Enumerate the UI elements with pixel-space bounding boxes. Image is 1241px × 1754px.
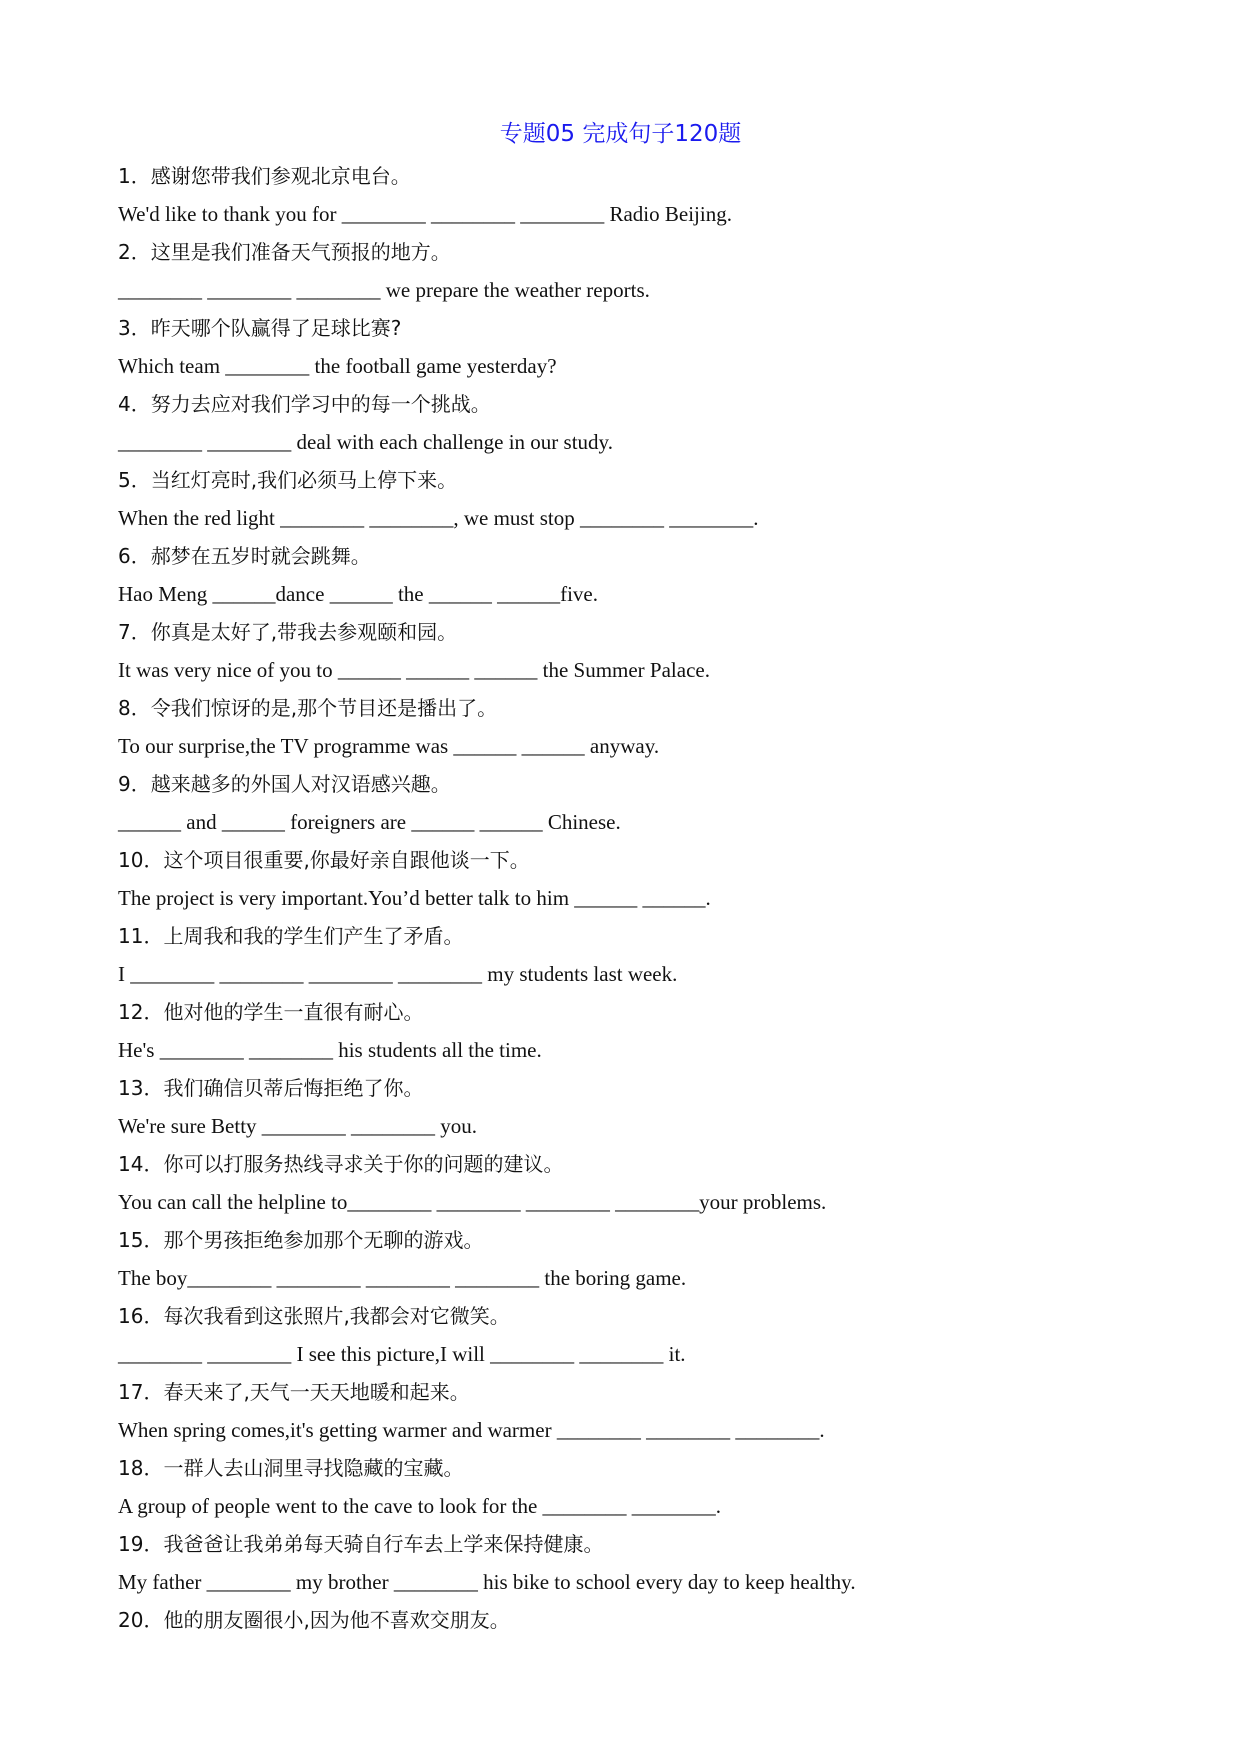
question-sentence-english: ________ ________ ________ we prepare the weather reports. [118,278,650,302]
question-prompt-chinese: 18．一群人去山洞里寻找隐藏的宝藏。 [118,1456,464,1480]
question-sentence-english: Hao Meng ______dance ______ the ______ ______five. [118,582,598,606]
question-prompt-chinese: 11．上周我和我的学生们产生了矛盾。 [118,924,464,948]
question-item [118,842,1178,918]
question-prompt-chinese: 6．郝梦在五岁时就会跳舞。 [118,544,371,568]
question-prompt-chinese: 1．感谢您带我们参观北京电台。 [118,164,411,188]
question-list [118,158,1178,1639]
question-sentence-english: I ________ ________ ________ ________ my students last week. [118,962,678,986]
question-item [118,614,1178,690]
question-item [118,1070,1178,1146]
question-sentence-english: It was very nice of you to ______ ______ ______ the Summer Palace. [118,658,710,682]
question-prompt-chinese: 14．你可以打服务热线寻求关于你的问题的建议。 [118,1152,564,1176]
question-sentence-english: Which team ________ the football game yesterday? [118,354,557,378]
question-item [118,1450,1178,1526]
question-item [118,386,1178,462]
question-prompt-chinese: 5．当红灯亮时,我们必须马上停下来。 [118,468,458,492]
question-item [118,766,1178,842]
question-prompt-chinese: 15．那个男孩拒绝参加那个无聊的游戏。 [118,1228,484,1252]
question-prompt-chinese: 20．他的朋友圈很小,因为他不喜欢交朋友。 [118,1608,510,1632]
document-title: 专题05 完成句子120题 [499,121,742,147]
question-item [118,1298,1178,1374]
question-item [118,1374,1178,1450]
question-prompt-chinese: 2．这里是我们准备天气预报的地方。 [118,240,451,264]
question-prompt-chinese: 17．春天来了,天气一天天地暖和起来。 [118,1380,470,1404]
question-sentence-english: A group of people went to the cave to look for the ________ ________. [118,1494,722,1518]
question-item [118,158,1178,234]
question-prompt-chinese: 8．令我们惊讶的是,那个节目还是播出了。 [118,696,498,720]
question-sentence-english: We'd like to thank you for ________ ________ ________ Radio Beijing. [118,202,732,226]
question-sentence-english: My father ________ my brother ________ his bike to school every day to keep healthy. [118,1570,856,1594]
question-sentence-english: You can call the helpline to________ ________ ________ ________your problems. [118,1190,827,1214]
question-prompt-chinese: 3．昨天哪个队赢得了足球比赛? [118,316,402,340]
question-sentence-english: When spring comes,it's getting warmer and warmer ________ ________ ________. [118,1418,825,1442]
question-item [118,994,1178,1070]
question-prompt-chinese: 12．他对他的学生一直很有耐心。 [118,1000,424,1024]
question-item [118,538,1178,614]
question-item [118,918,1178,994]
question-prompt-chinese: 19．我爸爸让我弟弟每天骑自行车去上学来保持健康。 [118,1532,604,1556]
question-sentence-english: To our surprise,the TV programme was ______ ______ anyway. [118,734,660,758]
question-item [118,462,1178,538]
question-prompt-chinese: 7．你真是太好了,带我去参观颐和园。 [118,620,458,644]
question-item [118,690,1178,766]
question-item [118,1222,1178,1298]
question-sentence-english: We're sure Betty ________ ________ you. [118,1114,478,1138]
question-prompt-chinese: 13．我们确信贝蒂后悔拒绝了你。 [118,1076,424,1100]
question-item [118,1146,1178,1222]
question-item [118,1602,1178,1639]
question-item [118,310,1178,386]
question-item [118,1526,1178,1602]
question-sentence-english: ______ and ______ foreigners are ______ ______ Chinese. [118,810,621,834]
question-sentence-english: The boy________ ________ ________ ________ the boring game. [118,1266,687,1290]
question-sentence-english: The project is very important.You’d better talk to him ______ ______. [118,886,711,910]
question-sentence-english: ________ ________ I see this picture,I will ________ ________ it. [118,1342,686,1366]
question-prompt-chinese: 16．每次我看到这张照片,我都会对它微笑。 [118,1304,510,1328]
question-sentence-english: When the red light ________ ________, we must stop ________ ________. [118,506,759,530]
question-prompt-chinese: 4．努力去应对我们学习中的每一个挑战。 [118,392,491,416]
question-sentence-english: He's ________ ________ his students all the time. [118,1038,542,1062]
question-item [118,234,1178,310]
question-prompt-chinese: 10．这个项目很重要,你最好亲自跟他谈一下。 [118,848,530,872]
question-sentence-english: ________ ________ deal with each challenge in our study. [118,430,613,454]
question-prompt-chinese: 9．越来越多的外国人对汉语感兴趣。 [118,772,451,796]
